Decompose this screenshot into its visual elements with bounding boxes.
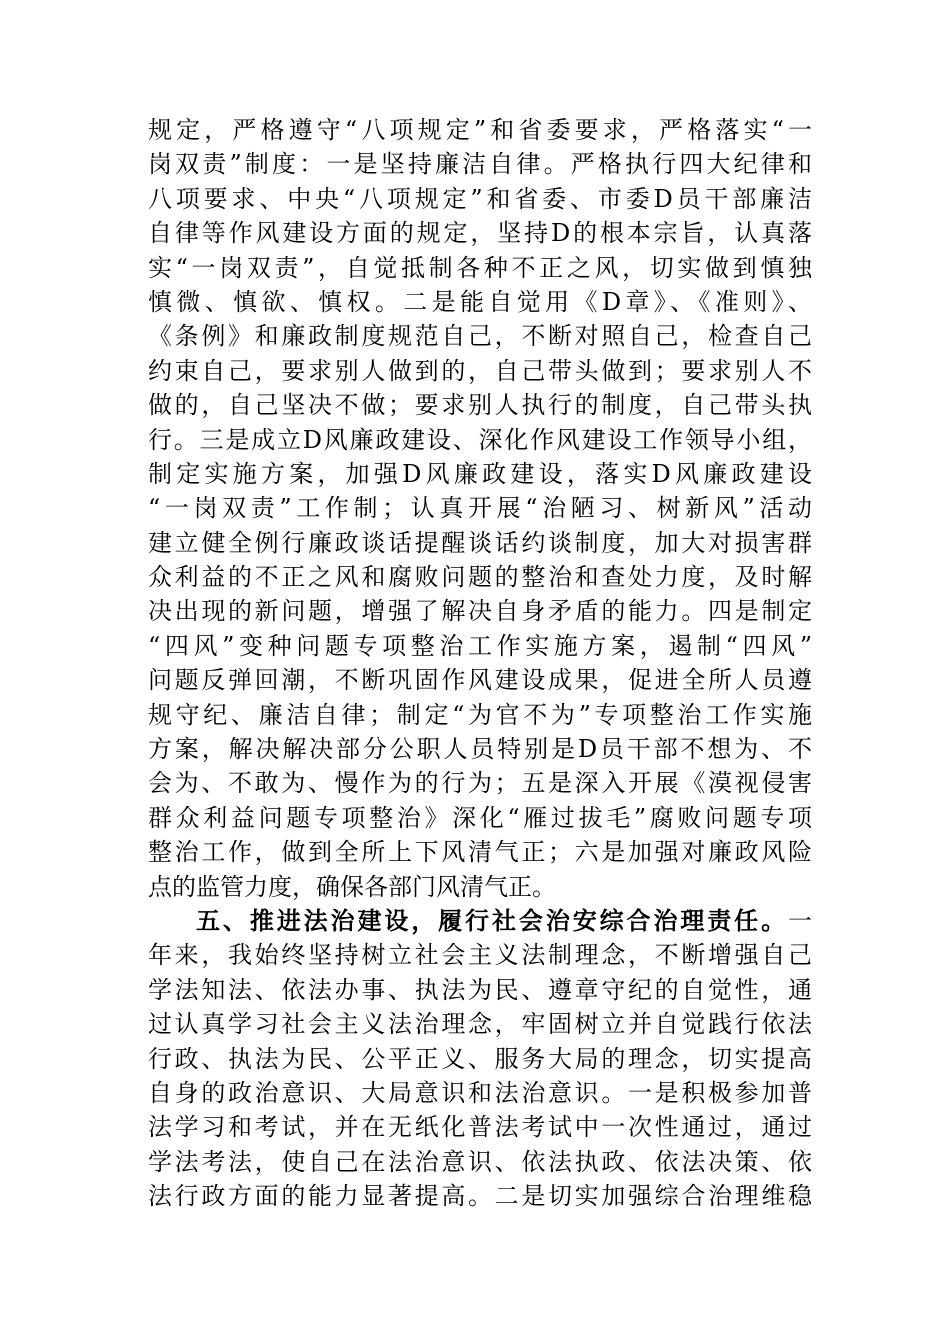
text-line: 约束自己，要求别人做到的，自己带头做到；要求别人不 <box>148 356 812 385</box>
heading-continuation: 一 <box>788 906 812 935</box>
text-line: 规定，严格遵守“八项规定”和省委要求，严格落实“一 <box>148 116 812 144</box>
text-line: 行政、执法为民、公平正义、服务大局的理念，切实提高 <box>148 1044 812 1073</box>
text-line: 过认真学习社会主义法治理念，牢固树立并自觉践行依法 <box>148 1010 812 1039</box>
text-line: 方案，解决解决部分公职人员特别是D员干部不想为、不 <box>148 735 812 764</box>
section-heading-line <box>148 904 812 938</box>
text-line: 学法知法、依法办事、执法为民、遵章守纪的自觉性，通 <box>148 975 812 1004</box>
text-line: 群众利益问题专项整治》深化“雁过拔毛”腐败问题专项 <box>148 803 812 832</box>
text-line: 年来，我始终坚持树立社会主义法制理念，不断增强自己 <box>148 941 812 970</box>
text-line: 制定实施方案，加强D风廉政建设，落实D风廉政建设 <box>148 459 812 488</box>
text-line: 点的监管力度，确保各部门风清气正。 <box>148 872 556 901</box>
text-line: 慎微、慎欲、慎权。二是能自觉用《D章》、《准则》、 <box>148 287 812 316</box>
text-line: 实“一岗双责”，自觉抵制各种不正之风，切实做到慎独 <box>148 253 812 282</box>
text-line: 自律等作风建设方面的规定，坚持D的根本宗旨，认真落 <box>148 219 812 248</box>
text-line: 法学习和考试，并在无纸化普法考试中一次性通过，通过 <box>148 1113 812 1142</box>
section-heading: 五、推进法治建设，履行社会治安综合治理责任。 <box>196 905 788 935</box>
text-line: 岗双责”制度：一是坚持廉洁自律。严格执行四大纪律和 <box>148 150 812 179</box>
text-line: 法行政方面的能力显著提高。二是切实加强综合治理维稳 <box>148 1182 812 1211</box>
text-line: 学法考法，使自己在法治意识、依法执政、依法决策、依 <box>148 1147 812 1176</box>
text-line: 做的，自己坚决不做；要求别人执行的制度，自己带头执 <box>148 391 812 420</box>
text-line: 八项要求、中央“八项规定”和省委、市委D员干部廉洁 <box>148 184 812 213</box>
text-line: “一岗双责”工作制；认真开展“治陋习、树新风”活动 <box>148 494 812 523</box>
text-line: 问题反弹回潮，不断巩固作风建设成果，促进全所人员遵 <box>148 666 812 695</box>
text-line: 整治工作，做到全所上下风清气正；六是加强对廉政风险 <box>148 838 812 867</box>
text-line: 建立健全例行廉政谈话提醒谈话约谈制度，加大对损害群 <box>148 528 812 557</box>
text-line: 行。三是成立D风廉政建设、深化作风建设工作领导小组， <box>148 425 812 454</box>
document-body <box>148 113 812 1214</box>
text-line: 自身的政治意识、大局意识和法治意识。一是积极参加普 <box>148 1078 812 1107</box>
text-line: “四风”变种问题专项整治工作实施方案，遏制“四风” <box>148 631 812 660</box>
text-line: 众利益的不正之风和腐败问题的整治和查处力度，及时解 <box>148 563 812 592</box>
text-line: 规守纪、廉洁自律；制定“为官不为”专项整治工作实施 <box>148 700 812 729</box>
text-line: 会为、不敢为、慢作为的行为；五是深入开展《漠视侵害 <box>148 769 812 798</box>
text-line: 决出现的新问题，增强了解决自身矛盾的能力。四是制定 <box>148 597 812 626</box>
text-line: 《条例》和廉政制度规范自己，不断对照自己，检查自己 <box>148 322 812 351</box>
